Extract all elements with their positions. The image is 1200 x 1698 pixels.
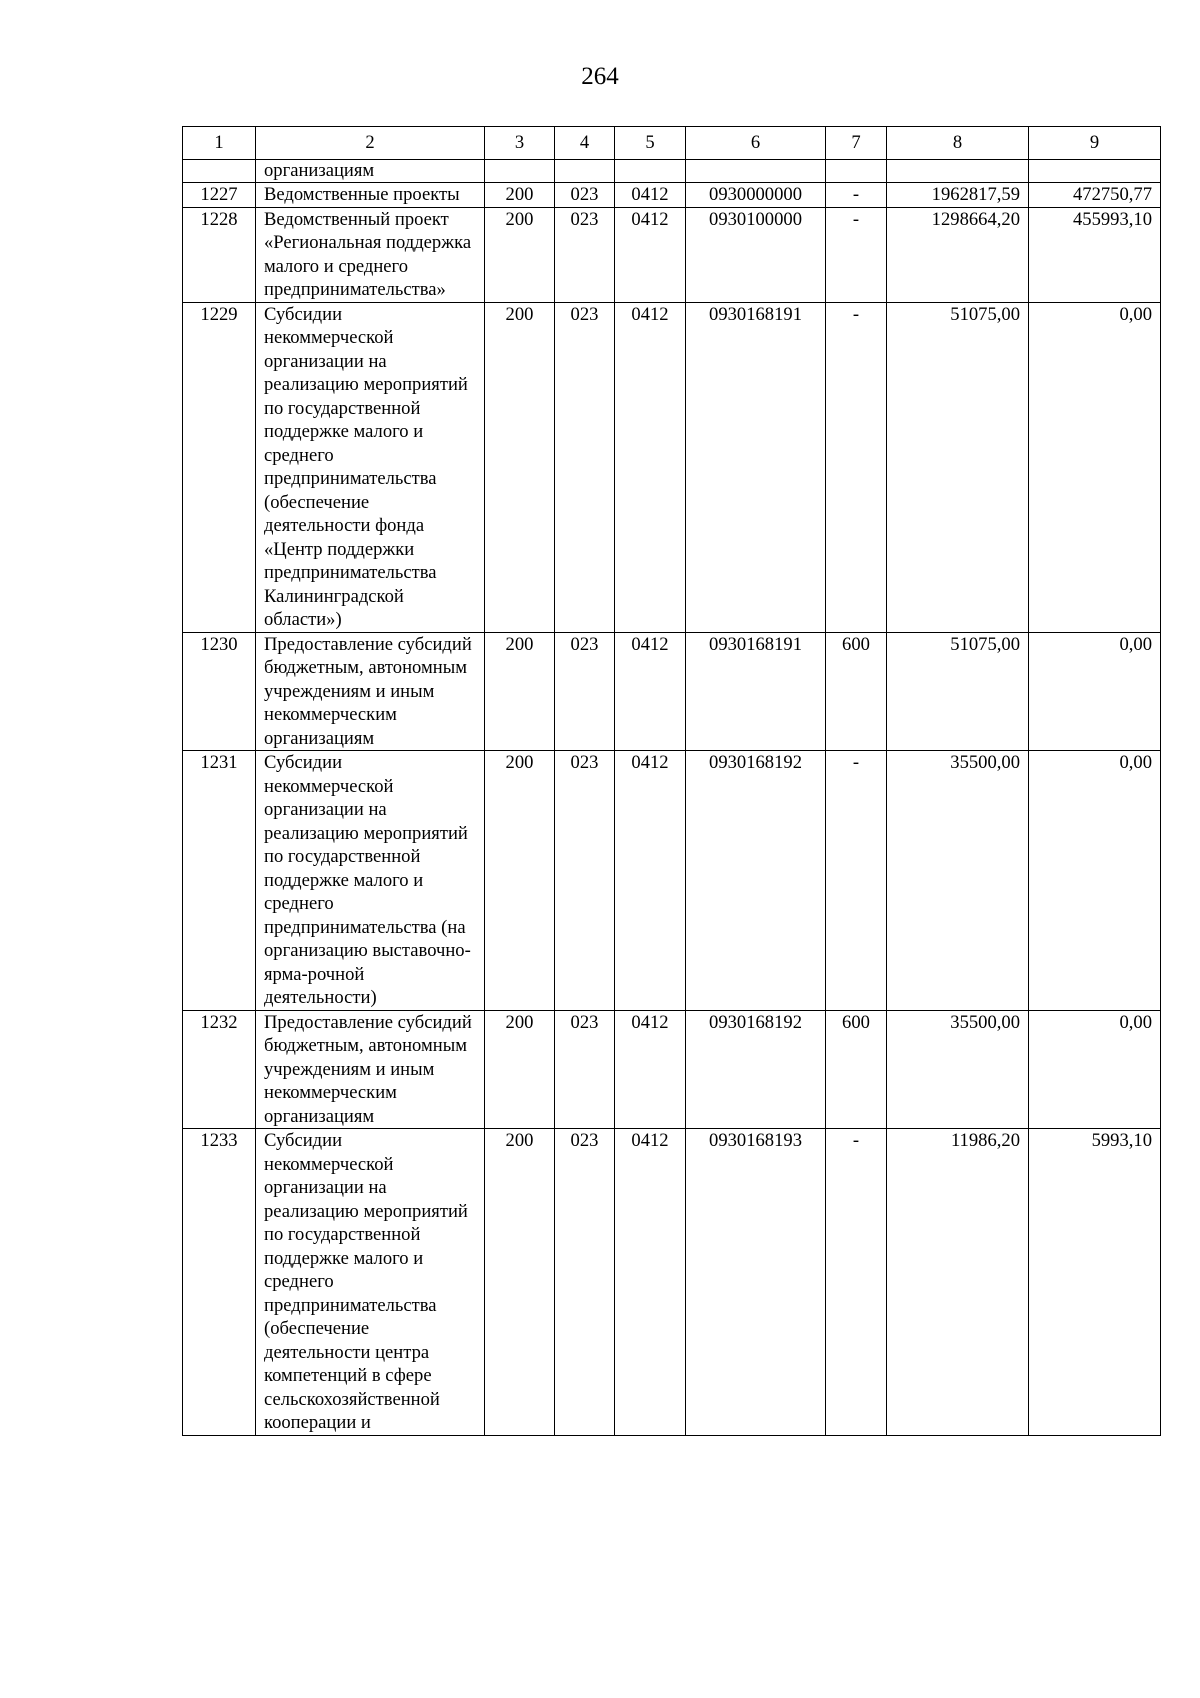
col-4-value: 023	[555, 632, 615, 751]
col-4-value: 023	[555, 1010, 615, 1129]
cell-empty	[615, 160, 686, 183]
row-number: 1232	[183, 1010, 256, 1129]
col-3-value: 200	[485, 751, 555, 1011]
col-6-value: 0930000000	[686, 183, 826, 208]
col-5-value: 0412	[615, 1129, 686, 1436]
col-4-value: 023	[555, 302, 615, 632]
row-number: 1230	[183, 632, 256, 751]
row-number: 1228	[183, 207, 256, 302]
col-6-value: 0930168191	[686, 302, 826, 632]
col-9-value: 0,00	[1029, 1010, 1161, 1129]
table-row	[183, 632, 1161, 751]
col-3-value: 200	[485, 632, 555, 751]
header-cell: 6	[686, 127, 826, 160]
table-row	[183, 1129, 1161, 1436]
col-7-value: 600	[826, 632, 887, 751]
col-8-value: 35500,00	[887, 751, 1029, 1011]
col-9-value: 0,00	[1029, 302, 1161, 632]
cell-empty	[887, 160, 1029, 183]
table-row	[183, 751, 1161, 1011]
cell-empty	[555, 160, 615, 183]
col-4-value: 023	[555, 183, 615, 208]
col-6-value: 0930168192	[686, 751, 826, 1011]
row-name: Предоставление субсидий бюджетным, автономным учреждениям и иным некоммерческим организациям	[256, 632, 485, 751]
col-7-value: 600	[826, 1010, 887, 1129]
row-name: Субсидии некоммерческой организации на реализацию мероприятий по государственной поддержке малого и среднего предпринимательства (на организацию выставочно-ярма-рочной деятельности)	[256, 751, 485, 1011]
col-5-value: 0412	[615, 207, 686, 302]
col-8-value: 1962817,59	[887, 183, 1029, 208]
col-8-value: 51075,00	[887, 632, 1029, 751]
col-7-value: -	[826, 207, 887, 302]
col-5-value: 0412	[615, 302, 686, 632]
continuation-text: организациям	[256, 160, 485, 183]
header-cell: 4	[555, 127, 615, 160]
table-row	[183, 302, 1161, 632]
header-cell: 1	[183, 127, 256, 160]
col-4-value: 023	[555, 1129, 615, 1436]
col-6-value: 0930168192	[686, 1010, 826, 1129]
col-5-value: 0412	[615, 632, 686, 751]
row-number: 1231	[183, 751, 256, 1011]
cell-empty	[686, 160, 826, 183]
col-5-value: 0412	[615, 1010, 686, 1129]
row-name: Субсидии некоммерческой организации на реализацию мероприятий по государственной поддержке малого и среднего предпринимательства (обеспечение деятельности центра компетенций в сфере сельскохозяйственной кооперации и	[256, 1129, 485, 1436]
table-row	[183, 183, 1161, 208]
table-row	[183, 1010, 1161, 1129]
col-7-value: -	[826, 1129, 887, 1436]
table-row	[183, 207, 1161, 302]
col-8-value: 51075,00	[887, 302, 1029, 632]
col-3-value: 200	[485, 1010, 555, 1129]
row-number: 1229	[183, 302, 256, 632]
col-3-value: 200	[485, 207, 555, 302]
continuation-row	[183, 160, 1161, 183]
col-9-value: 455993,10	[1029, 207, 1161, 302]
col-4-value: 023	[555, 207, 615, 302]
header-cell: 5	[615, 127, 686, 160]
header-cell: 8	[887, 127, 1029, 160]
row-number: 1233	[183, 1129, 256, 1436]
col-7-value: -	[826, 302, 887, 632]
row-name: Субсидии некоммерческой организации на реализацию мероприятий по государственной поддержке малого и среднего предпринимательства (обеспечение деятельности фонда «Центр поддержки предпринимательства Калининградской области»)	[256, 302, 485, 632]
col-9-value: 0,00	[1029, 751, 1161, 1011]
header-row	[183, 127, 1161, 160]
col-3-value: 200	[485, 302, 555, 632]
col-4-value: 023	[555, 751, 615, 1011]
col-6-value: 0930100000	[686, 207, 826, 302]
header-cell: 9	[1029, 127, 1161, 160]
col-9-value: 0,00	[1029, 632, 1161, 751]
col-8-value: 1298664,20	[887, 207, 1029, 302]
col-3-value: 200	[485, 183, 555, 208]
col-6-value: 0930168191	[686, 632, 826, 751]
page-number: 264	[581, 63, 619, 90]
cell-empty	[1029, 160, 1161, 183]
col-8-value: 11986,20	[887, 1129, 1029, 1436]
col-9-value: 472750,77	[1029, 183, 1161, 208]
header-cell: 3	[485, 127, 555, 160]
row-name: Ведомственный проект «Региональная поддержка малого и среднего предпринимательства»	[256, 207, 485, 302]
row-name: Ведомственные проекты	[256, 183, 485, 208]
header-cell: 2	[256, 127, 485, 160]
col-5-value: 0412	[615, 183, 686, 208]
col-3-value: 200	[485, 1129, 555, 1436]
budget-table	[182, 126, 1161, 1436]
col-5-value: 0412	[615, 751, 686, 1011]
cell-empty	[183, 160, 256, 183]
col-9-value: 5993,10	[1029, 1129, 1161, 1436]
header-cell: 7	[826, 127, 887, 160]
row-number: 1227	[183, 183, 256, 208]
col-6-value: 0930168193	[686, 1129, 826, 1436]
row-name: Предоставление субсидий бюджетным, автономным учреждениям и иным некоммерческим организациям	[256, 1010, 485, 1129]
cell-empty	[826, 160, 887, 183]
col-7-value: -	[826, 751, 887, 1011]
col-7-value: -	[826, 183, 887, 208]
cell-empty	[485, 160, 555, 183]
col-8-value: 35500,00	[887, 1010, 1029, 1129]
